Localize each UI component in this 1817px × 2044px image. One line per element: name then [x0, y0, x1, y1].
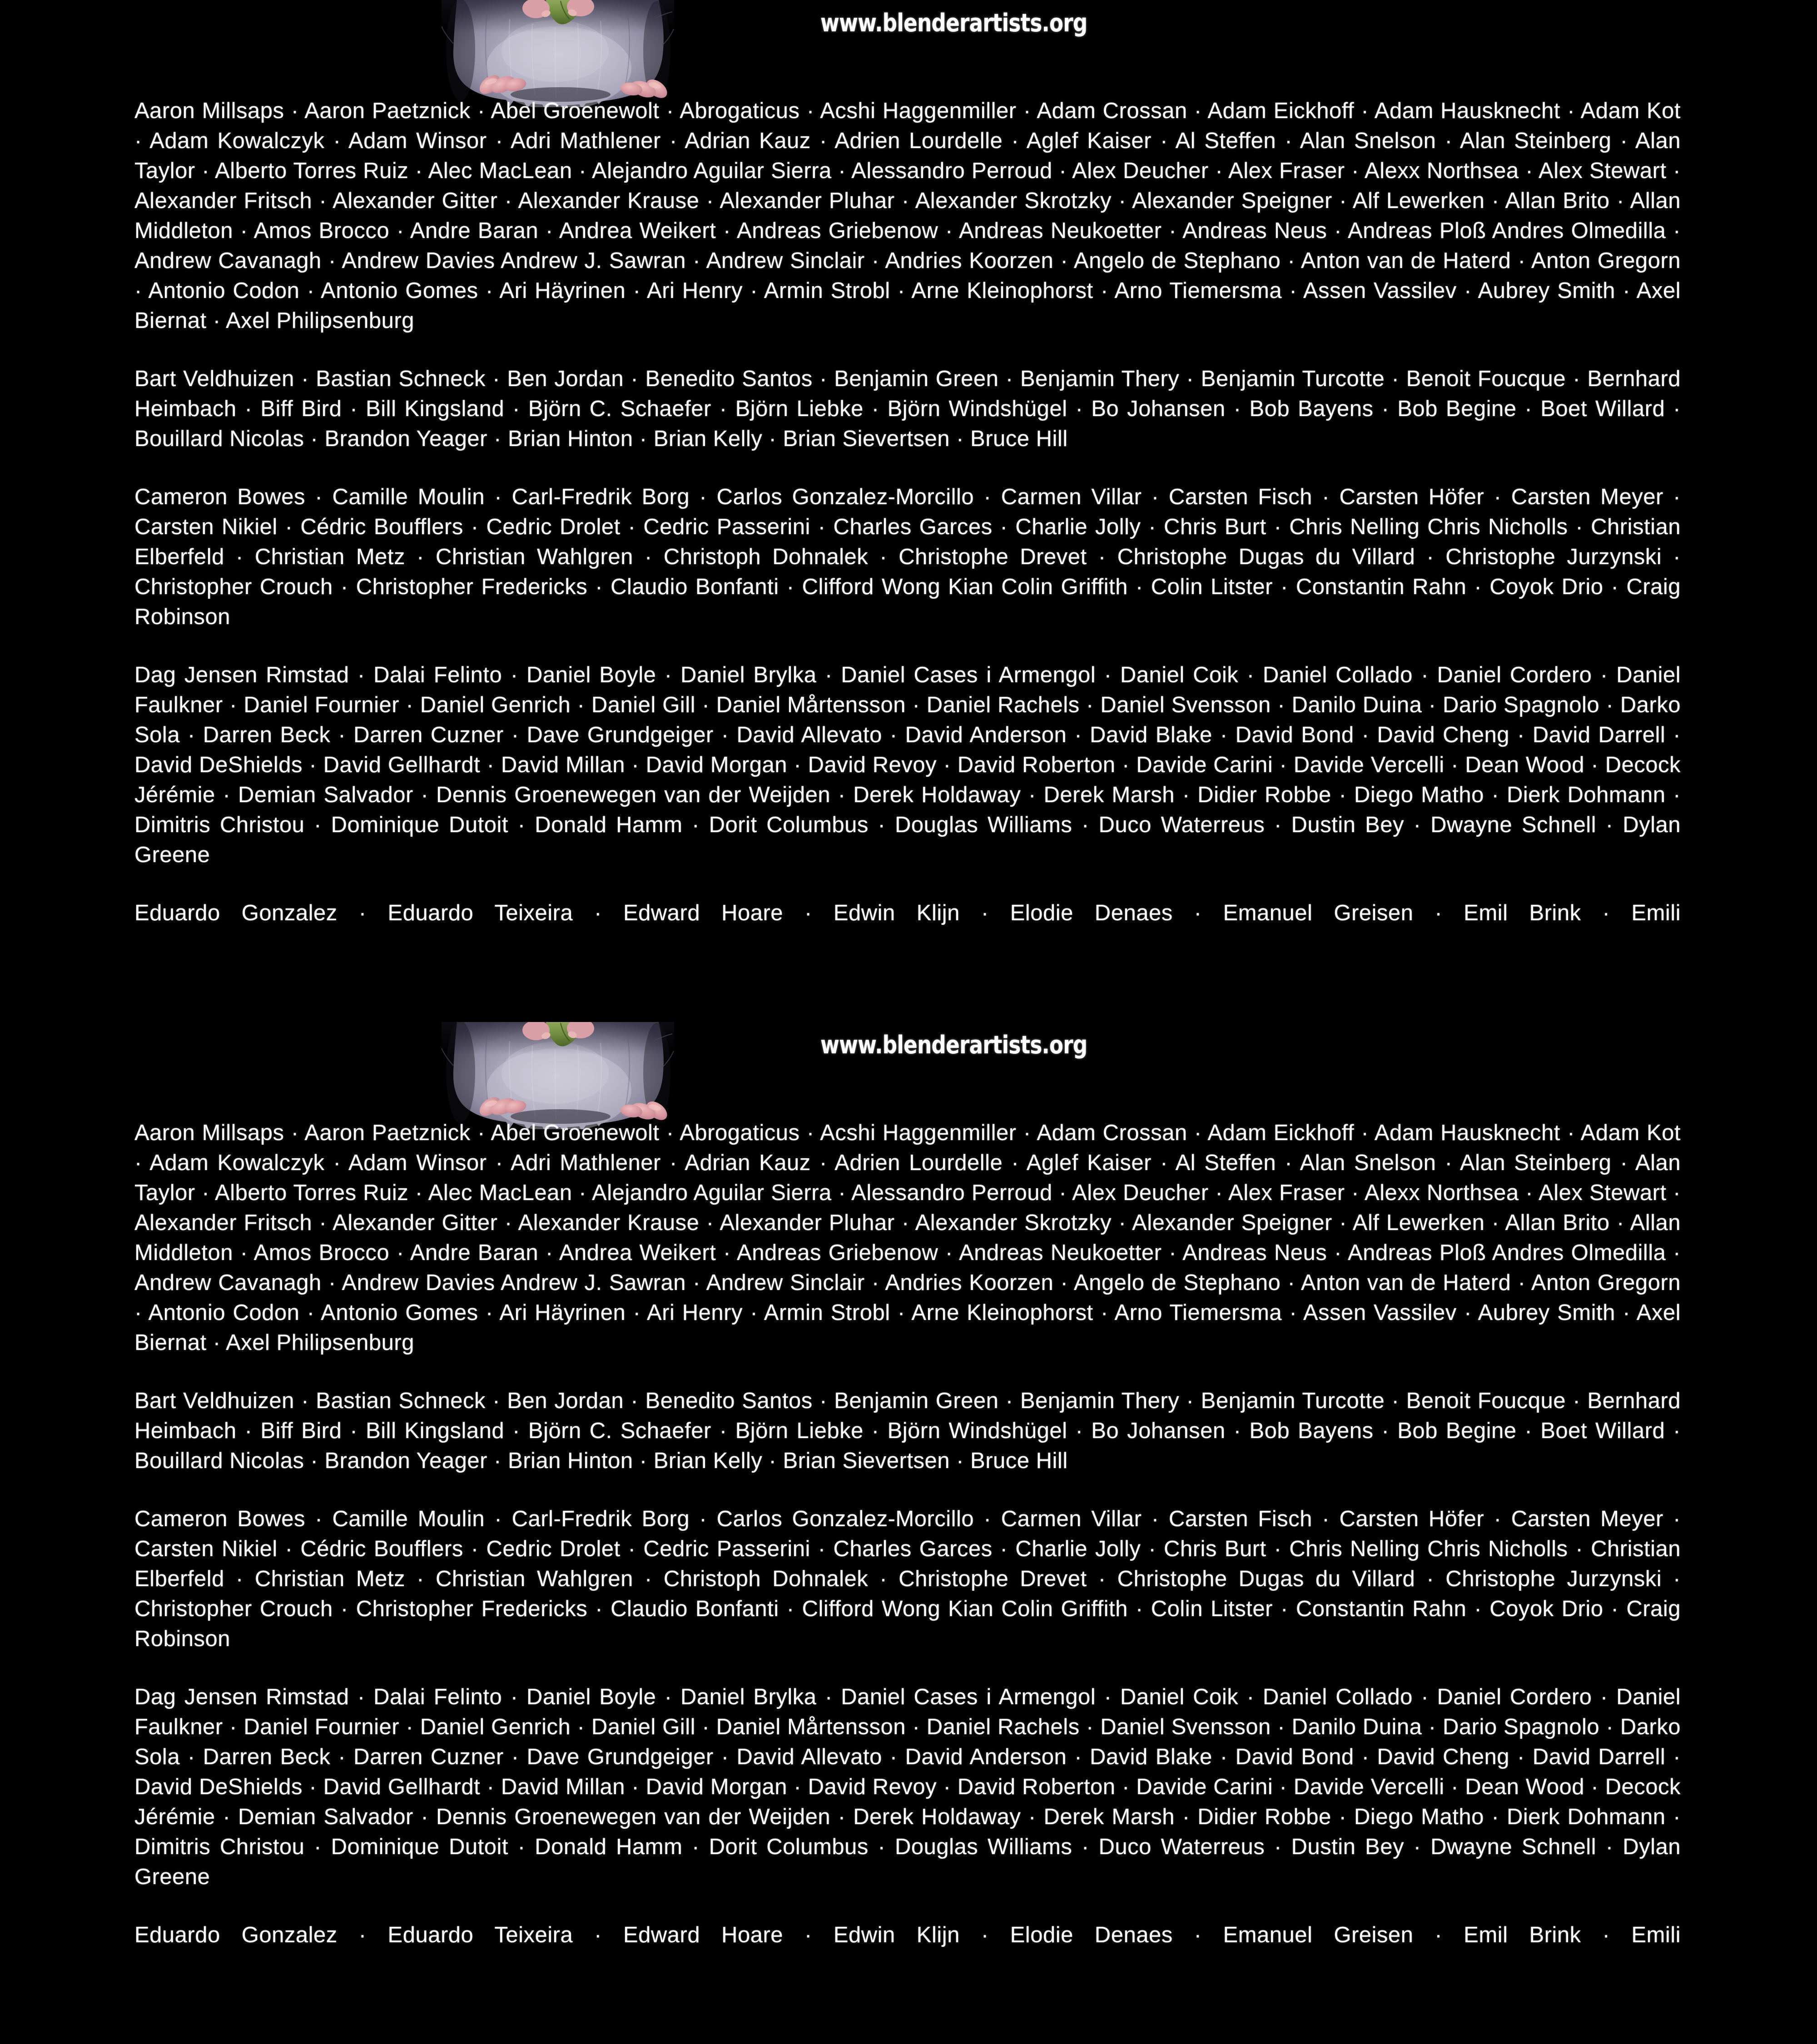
- credits-paragraph-C: Cameron Bowes · Camille Moulin · Carl-Fredrik Borg · Carlos Gonzalez-Morcillo · Carmen Villar · Carsten Fisch · Carsten Höfer · Carsten Meyer · Carsten Nikiel · Cédric Boufflers · Cedric Drolet · Cedric Passerini · Charles Garces · Charlie Jolly · Chris Burt · Chris Nelling Chris Nicholls · Christian Elberfeld · Christian Metz · Christian Wahlgren · Christoph Dohnalek · Christophe Drevet · Christophe Dugas du Villard · Christophe Jurzynski · Christopher Crouch · Christopher Fredericks · Claudio Bonfanti · Clifford Wong Kian Colin Griffith · Colin Litster · Constantin Rahn · Coyok Drio · Craig Robinson: [134, 1507, 1681, 1651]
- credits-paragraph-C: Cameron Bowes · Camille Moulin · Carl-Fredrik Borg · Carlos Gonzalez-Morcillo · Carmen Villar · Carsten Fisch · Carsten Höfer · Carsten Meyer · Carsten Nikiel · Cédric Boufflers · Cedric Drolet · Cedric Passerini · Charles Garces · Charlie Jolly · Chris Burt · Chris Nelling Chris Nicholls · Christian Elberfeld · Christian Metz · Christian Wahlgren · Christoph Dohnalek · Christophe Drevet · Christophe Dugas du Villard · Christophe Jurzynski · Christopher Crouch · Christopher Fredericks · Claudio Bonfanti · Clifford Wong Kian Colin Griffith · Colin Litster · Constantin Rahn · Coyok Drio · Craig Robinson: [134, 485, 1681, 629]
- rodent-character-image: [442, 0, 674, 107]
- credits-list: [134, 1118, 1681, 1978]
- credits-paragraph-D: Dag Jensen Rimstad · Dalai Felinto · Daniel Boyle · Daniel Brylka · Daniel Cases i Armengol · Daniel Coik · Daniel Collado · Daniel Cordero · Daniel Faulkner · Daniel Fournier · Daniel Genrich · Daniel Gill · Daniel Mårtensson · Daniel Rachels · Daniel Svensson · Danilo Duina · Dario Spagnolo · Darko Sola · Darren Beck · Darren Cuzner · Dave Grundgeiger · David Allevato · David Anderson · David Blake · David Bond · David Cheng · David Darrell · David DeShields · David Gellhardt · David Millan · David Morgan · David Revoy · David Roberton · Davide Carini · Davide Vercelli · Dean Wood · Decock Jérémie · Demian Salvador · Dennis Groenewegen van der Weijden · Derek Holdaway · Derek Marsh · Didier Robbe · Diego Matho · Dierk Dohmann · Dimitris Christou · Dominique Dutoit · Donald Hamm · Dorit Columbus · Douglas Williams · Duco Waterreus · Dustin Bey · Dwayne Schnell · Dylan Greene: [134, 1685, 1681, 1889]
- credits-paragraph-E: Eduardo Gonzalez · Eduardo Teixeira · Edward Hoare · Edwin Klijn · Elodie Denaes · Emanuel Greisen · Emil Brink · Emili: [134, 1923, 1681, 1947]
- credits-paragraph-D: Dag Jensen Rimstad · Dalai Felinto · Daniel Boyle · Daniel Brylka · Daniel Cases i Armengol · Daniel Coik · Daniel Collado · Daniel Cordero · Daniel Faulkner · Daniel Fournier · Daniel Genrich · Daniel Gill · Daniel Mårtensson · Daniel Rachels · Daniel Svensson · Danilo Duina · Dario Spagnolo · Darko Sola · Darren Beck · Darren Cuzner · Dave Grundgeiger · David Allevato · David Anderson · David Blake · David Bond · David Cheng · David Darrell · David DeShields · David Gellhardt · David Millan · David Morgan · David Revoy · David Roberton · Davide Carini · Davide Vercelli · Dean Wood · Decock Jérémie · Demian Salvador · Dennis Groenewegen van der Weijden · Derek Holdaway · Derek Marsh · Didier Robbe · Diego Matho · Dierk Dohmann · Dimitris Christou · Dominique Dutoit · Donald Hamm · Dorit Columbus · Douglas Williams · Duco Waterreus · Dustin Bey · Dwayne Schnell · Dylan Greene: [134, 663, 1681, 867]
- credits-tile-2: [0, 1022, 1817, 2044]
- credits-paragraph-A: Aaron Millsaps · Aaron Paetznick · Abel Groenewolt · Abrogaticus · Acshi Haggenmiller · Adam Crossan · Adam Eickhoff · Adam Hausknecht · Adam Kot · Adam Kowalczyk · Adam Winsor · Adri Mathlener · Adrian Kauz · Adrien Lourdelle · Aglef Kaiser · Al Steffen · Alan Snelson · Alan Steinberg · Alan Taylor · Alberto Torres Ruiz · Alec MacLean · Alejandro Aguilar Sierra · Alessandro Perroud · Alex Deucher · Alex Fraser · Alexx Northsea · Alex Stewart · Alexander Fritsch · Alexander Gitter · Alexander Krause · Alexander Pluhar · Alexander Skrotzky · Alexander Speigner · Alf Lewerken · Allan Brito · Allan Middleton · Amos Brocco · Andre Baran · Andrea Weikert · Andreas Griebenow · Andreas Neukoetter · Andreas Neus · Andreas Ploß Andres Olmedilla · Andrew Cavanagh · Andrew Davies Andrew J. Sawran · Andrew Sinclair · Andries Koorzen · Angelo de Stephano · Anton van de Haterd · Anton Gregorn · Antonio Codon · Antonio Gomes · Ari Häyrinen · Ari Henry · Armin Strobl · Arne Kleinophorst · Arno Tiemersma · Assen Vassilev · Aubrey Smith · Axel Biernat · Axel Philipsenburg: [134, 1121, 1681, 1355]
- site-url-text: www.blenderartists.org: [820, 9, 1087, 37]
- rodent-character-image: [442, 1022, 674, 1129]
- credits-list: [134, 96, 1681, 956]
- credits-paragraph-B: Bart Veldhuizen · Bastian Schneck · Ben Jordan · Benedito Santos · Benjamin Green · Benjamin Thery · Benjamin Turcotte · Benoit Foucque · Bernhard Heimbach · Biff Bird · Bill Kingsland · Björn C. Schaefer · Björn Liebke · Björn Windshügel · Bo Johansen · Bob Bayens · Bob Begine · Boet Willard · Bouillard Nicolas · Brandon Yeager · Brian Hinton · Brian Kelly · Brian Sievertsen · Bruce Hill: [134, 1389, 1681, 1473]
- credits-paragraph-B: Bart Veldhuizen · Bastian Schneck · Ben Jordan · Benedito Santos · Benjamin Green · Benjamin Thery · Benjamin Turcotte · Benoit Foucque · Bernhard Heimbach · Biff Bird · Bill Kingsland · Björn C. Schaefer · Björn Liebke · Björn Windshügel · Bo Johansen · Bob Bayens · Bob Begine · Boet Willard · Bouillard Nicolas · Brandon Yeager · Brian Hinton · Brian Kelly · Brian Sievertsen · Bruce Hill: [134, 367, 1681, 451]
- credits-paragraph-A: Aaron Millsaps · Aaron Paetznick · Abel Groenewolt · Abrogaticus · Acshi Haggenmiller · Adam Crossan · Adam Eickhoff · Adam Hausknecht · Adam Kot · Adam Kowalczyk · Adam Winsor · Adri Mathlener · Adrian Kauz · Adrien Lourdelle · Aglef Kaiser · Al Steffen · Alan Snelson · Alan Steinberg · Alan Taylor · Alberto Torres Ruiz · Alec MacLean · Alejandro Aguilar Sierra · Alessandro Perroud · Alex Deucher · Alex Fraser · Alexx Northsea · Alex Stewart · Alexander Fritsch · Alexander Gitter · Alexander Krause · Alexander Pluhar · Alexander Skrotzky · Alexander Speigner · Alf Lewerken · Allan Brito · Allan Middleton · Amos Brocco · Andre Baran · Andrea Weikert · Andreas Griebenow · Andreas Neukoetter · Andreas Neus · Andreas Ploß Andres Olmedilla · Andrew Cavanagh · Andrew Davies Andrew J. Sawran · Andrew Sinclair · Andries Koorzen · Angelo de Stephano · Anton van de Haterd · Anton Gregorn · Antonio Codon · Antonio Gomes · Ari Häyrinen · Ari Henry · Armin Strobl · Arne Kleinophorst · Arno Tiemersma · Assen Vassilev · Aubrey Smith · Axel Biernat · Axel Philipsenburg: [134, 99, 1681, 333]
- credits-paragraph-E: Eduardo Gonzalez · Eduardo Teixeira · Edward Hoare · Edwin Klijn · Elodie Denaes · Emanuel Greisen · Emil Brink · Emili: [134, 901, 1681, 925]
- site-url-text: www.blenderartists.org: [820, 1031, 1087, 1059]
